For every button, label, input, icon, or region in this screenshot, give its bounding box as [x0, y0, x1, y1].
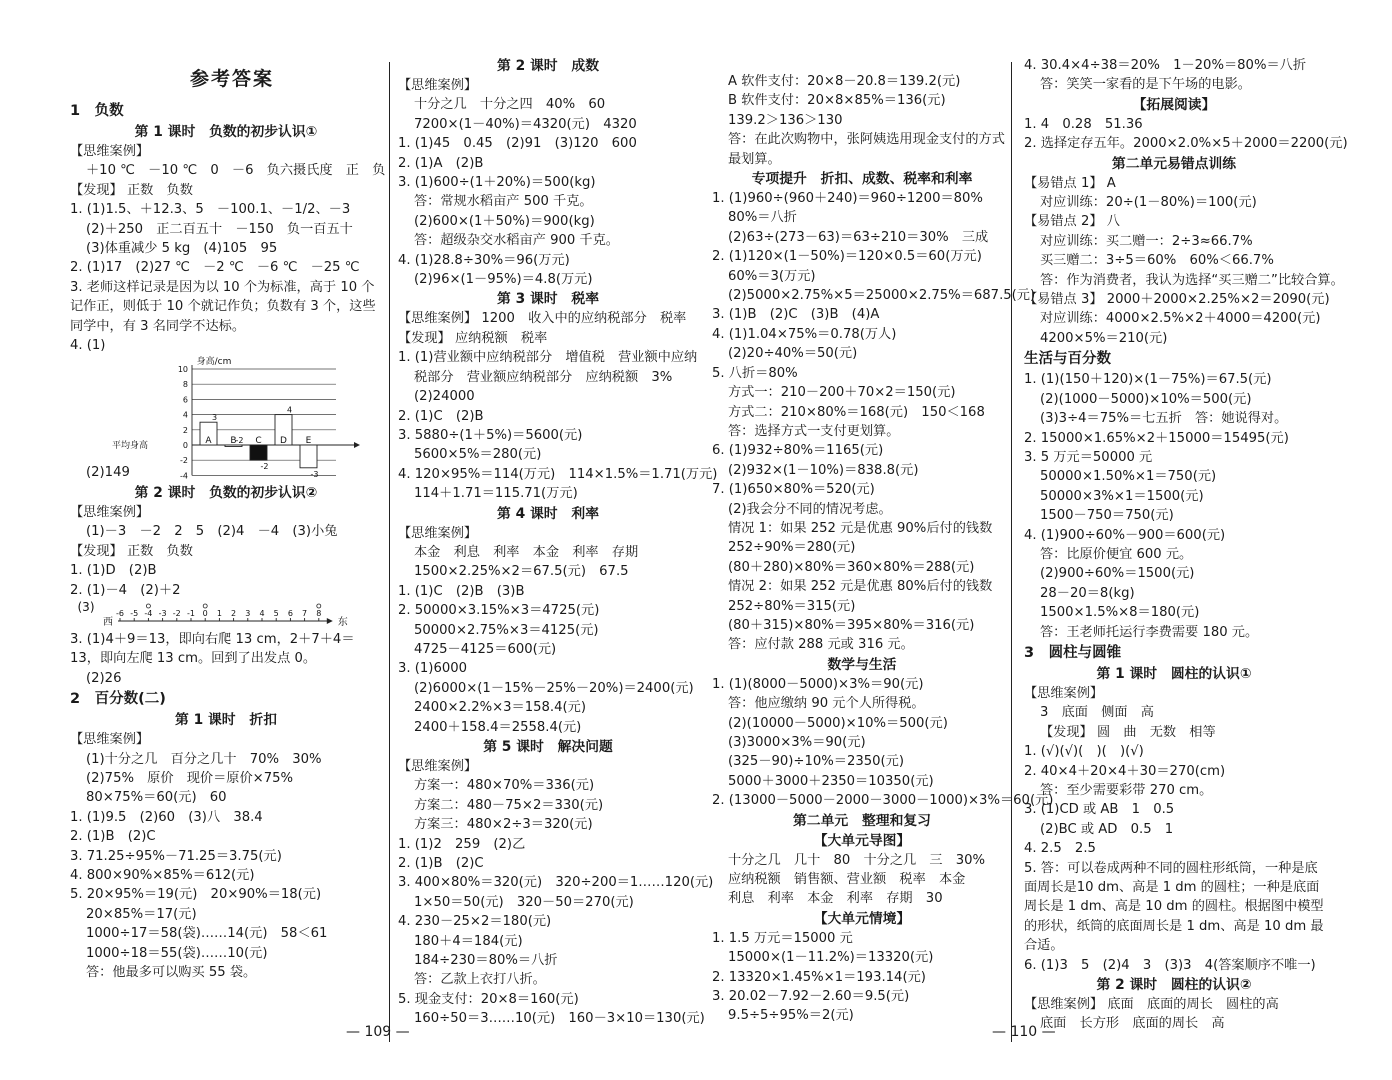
lesson-heading: 【大单元情境】 — [813, 910, 911, 927]
bar-value-label: -3 — [310, 470, 319, 480]
answer-line: 2. (1)17 (2)27 ℃ －2 ℃ －6 ℃ －25 ℃ — [70, 260, 360, 276]
answer-line: 2. 50000×3.15%×3＝4725(元) — [398, 603, 600, 619]
answer-line: 【思维案例】 — [398, 759, 478, 774]
answer-line-indented: 20×85%＝17(元) — [86, 906, 197, 922]
tick-label: 2 — [231, 608, 237, 618]
answer-line-indented: 1000÷18＝55(袋)……10(元) — [86, 945, 268, 961]
answer-line: 1. (1)(150＋120)×(1－75%)＝67.5(元) — [1024, 372, 1272, 388]
answer-line-indented: (80＋315)×80%＝395×80%＝316(元) — [728, 617, 975, 633]
page-number-right: — 110 — — [992, 1024, 1056, 1040]
answer-line: 【发现】 正数 负数 — [70, 543, 193, 559]
answer-line: 3. (1)600÷(1＋20%)＝500(kg) — [398, 175, 596, 191]
answer-line-indented: 答：选择方式一支付更划算。 — [728, 423, 900, 439]
answer-line: 3. 71.25÷95%－71.25＝3.75(元) — [70, 848, 282, 864]
answer-line: 3. (1)6000 — [398, 661, 468, 677]
answer-line-indented: 方式二：210×80%＝168(元) 150＜168 — [728, 404, 985, 420]
answer-line: 【思维案例】 底面 底面的周长 圆柱的高 — [1024, 997, 1279, 1013]
answer-line: 【思维案例】 — [70, 144, 150, 159]
column-divider — [389, 62, 390, 1042]
answer-line: 【思维案例】 — [70, 732, 150, 748]
column-1 — [70, 100, 386, 982]
y-tick-label: 4 — [182, 411, 188, 421]
answer-line-indented: (2)(1000－5000)×10%＝500(元) — [1040, 391, 1252, 407]
east-label: 东 — [337, 616, 348, 628]
tick-label: -4 — [144, 608, 153, 618]
answer-line-indented: 4725－4125＝600(元) — [414, 641, 557, 657]
lesson-heading: 第 4 课时 利率 — [497, 505, 599, 522]
answer-line-indented: 方案一：480×70%＝336(元) — [414, 778, 595, 794]
answer-line: 【易错点 3】 2000＋2000×2.25%×2＝2090(元) — [1024, 292, 1330, 308]
y-tick-label: 6 — [182, 395, 188, 405]
y-axis-label: 身高/cm — [196, 357, 232, 368]
tick-label: -6 — [116, 608, 124, 618]
answer-line: 1. (1)2 259 (2)乙 — [398, 836, 526, 852]
axis-arrow-icon — [354, 442, 360, 448]
answer-line: 3. 5880÷(1＋5%)＝5600(元) — [398, 427, 583, 443]
lesson-heading: 数学与生活 — [827, 656, 897, 673]
answer-line-indented: 1500×2.25%×2＝67.5(元) 67.5 — [414, 564, 629, 580]
bar-value-label: 4 — [286, 406, 293, 416]
answer-line-indented: 2400＋158.4＝2558.4(元) — [414, 719, 582, 735]
answer-line: 2. (1)B (2)C — [398, 856, 484, 872]
answer-line-indented: 4200×5%＝210(元) — [1040, 330, 1168, 346]
answer-line-indented: 80%＝八折 — [728, 210, 797, 226]
answer-line-indented: 底面 长方形 底面的周长 高 — [1040, 1016, 1225, 1032]
answer-paragraph: 3. 老师这样记录是因为以 10 个为标准，高于 10 个记作正，则低于 10 个就记作负；负数有 3 个，这些同学中，有 3 名同学不达标。 — [70, 279, 376, 334]
answer-line: 4. (1)28.8÷30%＝96(万元) — [398, 252, 570, 268]
answer-line-indented: 2400×2.2%×3＝158.4(元) — [414, 700, 586, 716]
student-label: C — [255, 436, 262, 447]
answer-line: 3. 400×80%＝320(元) 320÷200＝1……120(元) — [398, 875, 714, 891]
answer-line-indented: 方式一：210－200＋70×2＝150(元) — [728, 385, 956, 401]
tick-label: -3 — [158, 608, 167, 618]
answer-line-indented: 情况 1：如果 252 元是优惠 90%后付的钱数 — [728, 520, 993, 536]
height-bar-chart — [110, 355, 370, 481]
answer-line-indented: 60%＝3(万元) — [728, 268, 816, 284]
answer-line: 1. 4 0.28 51.36 — [1024, 116, 1143, 132]
page-number-left: — 109 — — [346, 1024, 410, 1040]
answer-line-indented: 最划算。 — [728, 151, 781, 167]
answer-line-indented: (1)－3 －2 2 5 (2)4 －4 (3)小兔 — [86, 524, 338, 540]
lesson-heading: 第 2 课时 负数的初步认识② — [134, 484, 318, 501]
answer-line: 2. (1)C (2)B — [398, 408, 484, 424]
answer-line-indented: 答：常规水稻亩产 500 千克。 — [414, 194, 593, 210]
answer-line-indented: (3)3÷4＝75%＝七五折 答：她说得对。 — [1040, 411, 1288, 427]
tick-label: 3 — [245, 608, 251, 618]
tick-label: -5 — [130, 608, 139, 618]
answer-line: 5. 现金支付：20×8＝160(元) — [398, 991, 579, 1007]
y-tick-label: 2 — [182, 426, 188, 436]
lesson-heading: 第二单元易错点训练 — [1111, 155, 1237, 172]
answer-line-indented: (2)149 — [86, 465, 130, 481]
answer-line-indented: (2)63÷(273－63)＝63÷210＝30% 三成 — [728, 229, 989, 245]
answer-line-indented: 答：乙款上衣打八折。 — [414, 972, 546, 988]
answer-line-indented: (2)600×(1＋50%)＝900(kg) — [414, 213, 595, 229]
y-tick-label: 0 — [182, 441, 188, 451]
answer-line-indented: (2)(10000－5000)×10%＝500(元) — [728, 715, 948, 731]
answer-line-indented: 答：比原价便宜 600 元。 — [1040, 546, 1193, 562]
answer-line: 4. 2.5 2.5 — [1024, 841, 1096, 857]
section-heading: 3 圆柱与圆锥 — [1024, 644, 1122, 661]
answer-line: 【思维案例】 — [398, 78, 478, 93]
answer-line: 6. (1)3 5 (2)4 3 (3)3 4(答案顺序不唯一) — [1024, 957, 1316, 973]
bar-value-label: -2 — [260, 462, 269, 472]
answer-line: 2. (1)120×(1－50%)＝120×0.5＝60(万元) — [712, 249, 982, 265]
answer-line-indented: (2)932×(1－10%)＝838.8(元) — [728, 462, 919, 478]
answer-line-indented: 方案三：480×2÷3＝320(元) — [414, 817, 593, 833]
answer-line-indented: 1500－750＝750(元) — [1040, 508, 1174, 524]
answer-line-indented: 利息 利率 本金 利率 存期 30 — [728, 891, 943, 907]
sub-question-label: (3) — [77, 599, 95, 614]
answer-line-indented: A 软件支付：20×8－20.8＝139.2(元) — [728, 74, 961, 89]
answer-line-indented: 28－20＝8(kg) — [1040, 585, 1135, 601]
answer-line: 1. (√)(√)( )( )(√) — [1024, 744, 1144, 760]
answer-line-indented: 【发现】 圆 曲 无数 相等 — [1040, 724, 1216, 740]
bar-C — [250, 445, 267, 460]
answer-line-indented: 本金 利息 利率 本金 利率 存期 — [414, 544, 639, 560]
answer-line-indented: (2)BC 或 AD 0.5 1 — [1040, 821, 1174, 837]
answer-line-indented: (2)6000×(1－15%－25%－20%)＝2400(元) — [414, 680, 694, 696]
answer-line: 4. 120×95%＝114(万元) 114×1.5%＝1.71(万元) — [398, 466, 718, 482]
answer-line-indented: 答：笑笑一家看的是下午场的电影。 — [1040, 77, 1251, 93]
answer-line-indented: (2)5000×2.75%×5＝25000×2.75%＝687.5(元) — [728, 288, 1036, 304]
answer-line-indented: 答：作为消费者，我认为选择“买三赠二”比较合算。 — [1040, 272, 1344, 288]
answer-line: 【发现】 正数 负数 — [70, 182, 193, 198]
answer-line-indented: (325－90)÷10%＝2350(元) — [728, 754, 905, 770]
answer-line-indented: 答：王老师托运行李费需要 180 元。 — [1040, 624, 1259, 640]
answer-line-indented: 160÷50＝3……10(元) 160－3×10＝130(元) — [414, 1011, 705, 1027]
student-label: A — [205, 436, 212, 447]
answer-line: 1. (1)9.5 (2)60 (3)八 38.4 — [70, 809, 263, 825]
answer-paragraph: 5. 答：可以卷成两种不同的圆柱形纸筒，一种是底面周长是10 dm、高是 1 dm 的圆柱；一种是底面周长是 1 dm、高是 10 dm 的圆柱。根据图中模型的形状，纸筒的底面周长是 1 dm、高是 10 dm 最合适。 — [1024, 860, 1324, 954]
answer-line: 4. (1)900÷60%－900＝600(元) — [1024, 527, 1226, 543]
answer-line: 4. 800×90%×85%＝612(元) — [70, 867, 255, 883]
lesson-heading: 第 2 课时 成数 — [497, 58, 599, 74]
answer-line: 1. (1)营业额中应纳税部分 增值税 营业额中应纳 — [398, 350, 698, 366]
lesson-heading: 第 1 课时 折扣 — [175, 712, 277, 729]
answer-line-indented: 5600×5%＝280(元) — [414, 447, 542, 463]
column-4 — [1024, 56, 1348, 1034]
answer-line-indented: ＋10 ℃ －10 ℃ 0 －6 负六摄氏度 正 负 — [86, 163, 386, 179]
answer-line: 2. (1)B (2)C — [70, 829, 156, 845]
student-label: B — [230, 436, 237, 447]
marker-point — [317, 604, 321, 608]
answer-line-indented: 50000×3%×1＝1500(元) — [1040, 488, 1204, 504]
answer-line-indented: 对应训练：买二赠一：2÷3≈66.7% — [1040, 233, 1253, 249]
marker-point — [203, 604, 207, 608]
answer-line: 3. (1)CD 或 AB 1 0.5 — [1024, 802, 1175, 818]
answer-line-indented: 税部分 营业额应纳税部分 应纳税额 3% — [414, 369, 673, 385]
lesson-heading: 第二单元 整理和复习 — [793, 812, 931, 829]
answer-line: 6. (1)932÷80%＝1165(元) — [712, 443, 884, 459]
answer-paragraph: 3. (1)4＋9＝13，即向右爬 13 cm，2＋7＋4＝13，即向左爬 13 cm。回到了出发点 0。 — [70, 631, 355, 667]
axis-arrow-icon — [327, 618, 333, 624]
answer-line-indented: 5000＋3000＋2350＝10350(元) — [728, 773, 934, 789]
answer-line: 1. 1.5 万元＝15000 元 — [712, 930, 853, 946]
answer-line: 【易错点 2】 八 — [1024, 214, 1120, 230]
answer-line: 2. 40×4＋20×4＋30＝270(cm) — [1024, 763, 1226, 779]
marker-point — [146, 604, 150, 608]
answer-line: 【易错点 1】 A — [1024, 175, 1116, 191]
answer-line: 3. 5 万元＝50000 元 — [1024, 449, 1153, 465]
lesson-heading: 【大单元导图】 — [813, 832, 911, 849]
lesson-heading: 第 2 课时 圆柱的认识② — [1096, 977, 1252, 994]
answer-line-indented: 答：他应缴纳 90 元个人所得税。 — [728, 696, 925, 712]
answer-line-indented: 情况 2：如果 252 元是优惠 80%后付的钱数 — [728, 579, 993, 595]
answer-line-indented: (2)96×(1－95%)＝4.8(万元) — [414, 272, 593, 288]
tick-label: -1 — [187, 608, 195, 618]
answer-line: 2. 15000×1.65%×2＋15000＝15495(元) — [1024, 430, 1289, 446]
answer-line-indented: (2)＋250 正二百五十 －150 负一百五十 — [86, 221, 353, 237]
tick-label: 6 — [287, 608, 293, 618]
answer-line-indented: 252÷90%＝280(元) — [728, 540, 856, 556]
section-heading: 1 负数 — [70, 103, 124, 119]
y-tick-label: -4 — [180, 471, 188, 481]
tick-label: 0 — [202, 608, 208, 618]
west-label: 西 — [103, 616, 113, 628]
answer-line-indented: 80×75%＝60(元) 60 — [86, 790, 227, 806]
answer-line-indented: 50000×2.75%×3＝4125(元) — [414, 622, 599, 638]
tick-label: 7 — [302, 608, 308, 618]
answer-line-indented: (3)体重减少 5 kg (4)105 95 — [86, 241, 278, 257]
answer-line-indented: 1×50＝50(元) 320－50＝270(元) — [414, 894, 634, 910]
answer-line-indented: (2)20÷40%＝50(元) — [728, 346, 858, 362]
answer-line: 1. (1)1.5、＋12.3、5 －100.1、－1/2、－3 — [70, 202, 351, 218]
answer-line-indented: 对应训练：20÷(1－80%)＝100(元) — [1040, 195, 1257, 211]
answer-line: 4. 30.4×4÷38＝20% 1－20%＝80%＝八折 — [1024, 58, 1307, 73]
answer-line-indented: 方案二：480－75×2＝330(元) — [414, 797, 604, 813]
answer-line: 【思维案例】 — [398, 525, 478, 541]
answer-line-indented: (2)75% 原价 现价＝原价×75% — [86, 770, 294, 786]
answer-line-indented: 114＋1.71＝115.71(万元) — [414, 486, 578, 502]
y-tick-label: 10 — [177, 365, 188, 375]
answer-line: 2. (1)－4 (2)＋2 — [70, 582, 181, 598]
answer-line-indented: 3 底面 侧面 高 — [1040, 705, 1154, 721]
answer-line: 4. (1)1.04×75%＝0.78(万人) — [712, 326, 897, 342]
column-3 — [712, 72, 1054, 1026]
answer-line-indented: (2)我会分不同的情况考虑。 — [728, 501, 892, 517]
answer-line-indented: 答：在此次购物中，张阿姨选用现金支付的方式 — [728, 132, 1005, 148]
answer-line: 【思维案例】 — [1024, 685, 1104, 701]
answer-line-indented: 1500×1.5%×8＝180(元) — [1040, 605, 1200, 621]
tick-label: 4 — [259, 608, 265, 618]
answer-line: 2. (13000－5000－2000－3000－1000)×3%＝60(元) — [712, 793, 1054, 809]
answer-line-indented: 139.2＞136＞130 — [728, 112, 843, 128]
answer-line: 4. (1) — [70, 338, 106, 354]
answer-line: 【发现】 应纳税额 税率 — [398, 330, 548, 346]
bar-E — [300, 445, 317, 468]
student-label: E — [305, 436, 312, 447]
answer-line-indented: (2)26 — [86, 670, 122, 686]
section-heading: 2 百分数(二) — [70, 691, 166, 708]
student-label: D — [280, 436, 287, 447]
tick-label: 1 — [216, 608, 222, 618]
answer-line: 2. 选择定存五年。2000×2.0%×5＋2000＝2200(元) — [1024, 136, 1348, 152]
answer-line-indented: 1000÷17＝58(袋)……14(元) 58＜61 — [86, 926, 328, 942]
answer-line-indented: 买三赠二：3÷5＝60% 60%＜66.7% — [1040, 253, 1274, 269]
lesson-heading: 第 1 课时 圆柱的认识① — [1096, 665, 1252, 682]
answer-line: 5. 20×95%＝19(元) 20×90%＝18(元) — [70, 887, 322, 903]
answer-line: 1. (1)(8000－5000)×3%＝90(元) — [712, 676, 924, 692]
answer-line: 【思维案例】 — [70, 504, 150, 520]
lesson-heading: 第 1 课时 负数的初步认识① — [134, 124, 318, 140]
answer-line-indented: 答：他最多可以购买 55 袋。 — [86, 965, 257, 980]
answer-line-indented: 十分之几 几十 80 十分之几 三 30% — [728, 852, 986, 868]
answer-line-indented: 180＋4＝184(元) — [414, 933, 523, 949]
answer-line-indented: 7200×(1－40%)＝4320(元) 4320 — [414, 116, 637, 132]
answer-line: 5. 八折＝80% — [712, 365, 798, 381]
answer-line-indented: 答：应付款 288 元或 316 元。 — [728, 637, 914, 653]
tick-label: 5 — [273, 608, 279, 618]
number-line — [70, 600, 360, 630]
answer-line-indented: (80＋280)×80%＝360×80%＝288(元) — [728, 559, 975, 575]
answer-line-indented: (3)3000×3%＝90(元) — [728, 735, 866, 750]
bar-value-label: 3 — [211, 413, 218, 423]
answer-line-indented: 答：至少需要彩带 270 cm。 — [1040, 783, 1213, 798]
answer-line-indented: 252÷80%＝315(元) — [728, 598, 856, 614]
answer-line-indented: 答：超级杂交水稻亩产 900 千克。 — [414, 233, 619, 249]
lesson-heading: 专项提升 折扣、成数、税率和利率 — [751, 171, 973, 188]
y-tick-label: -2 — [180, 456, 188, 466]
answer-line: 1. (1)D (2)B — [70, 563, 157, 579]
answer-line: 1. (1)45 0.45 (2)91 (3)120 600 — [398, 136, 637, 152]
lesson-heading: 第 3 课时 税率 — [497, 291, 599, 308]
answer-line-indented: (2)24000 — [414, 389, 475, 405]
answer-line-indented: 十分之几 十分之四 40% 60 — [414, 97, 606, 113]
lesson-heading: 【拓展阅读】 — [1132, 96, 1216, 113]
answer-line: 4. 230－25×2＝180(元) — [398, 914, 552, 930]
y-tick-label: 8 — [182, 380, 188, 390]
answer-line-indented: 9.5÷5÷95%＝2(元) — [728, 1008, 854, 1024]
answer-line: 1. (1)960÷(960＋240)＝960÷1200＝80% — [712, 191, 983, 207]
answer-line-indented: (1)十分之几 百分之几十 70% 30% — [86, 751, 322, 767]
answer-line-indented: (2)900÷60%＝1500(元) — [1040, 566, 1195, 582]
page-title: 参考答案 — [190, 68, 275, 90]
section-heading: 生活与百分数 — [1024, 351, 1111, 368]
answer-line: 3. 20.02－7.92－2.60＝9.5(元) — [712, 989, 910, 1005]
column-divider — [1011, 62, 1012, 1042]
lesson-heading: 第 5 课时 解决问题 — [483, 739, 613, 755]
answer-line: 【思维案例】 1200 收入中的应纳税部分 税率 — [398, 311, 687, 327]
answer-line-indented: 对应训练：4000×2.5%×2＋4000＝4200(元) — [1040, 311, 1321, 327]
bar-value-label: -2 — [235, 436, 244, 446]
tick-label: -2 — [172, 608, 181, 618]
answer-line: 3. (1)B (2)C (3)B (4)A — [712, 307, 880, 323]
average-height-label: 平均身高 — [112, 441, 149, 452]
answer-line-indented: 50000×1.50%×1＝750(元) — [1040, 469, 1217, 485]
answer-line: 7. (1)650×80%＝520(元) — [712, 482, 875, 498]
answer-line-indented: B 软件支付：20×8×85%＝136(元) — [728, 93, 946, 109]
answer-line: 1. (1)C (2)B (3)B — [398, 583, 525, 599]
answer-line: 2. (1)A (2)B — [398, 155, 484, 171]
answer-line-indented: 应纳税额 销售额、营业额 税率 本金 — [728, 872, 966, 888]
column-2 — [398, 56, 718, 1029]
tick-label: 8 — [316, 608, 322, 618]
answer-line: 2. 13320×1.45%×1＝193.14(元) — [712, 969, 926, 985]
answer-line-indented: 184÷230＝80%＝八折 — [414, 953, 558, 969]
answer-line-indented: 15000×(1－11.2%)＝13320(元) — [728, 950, 934, 966]
